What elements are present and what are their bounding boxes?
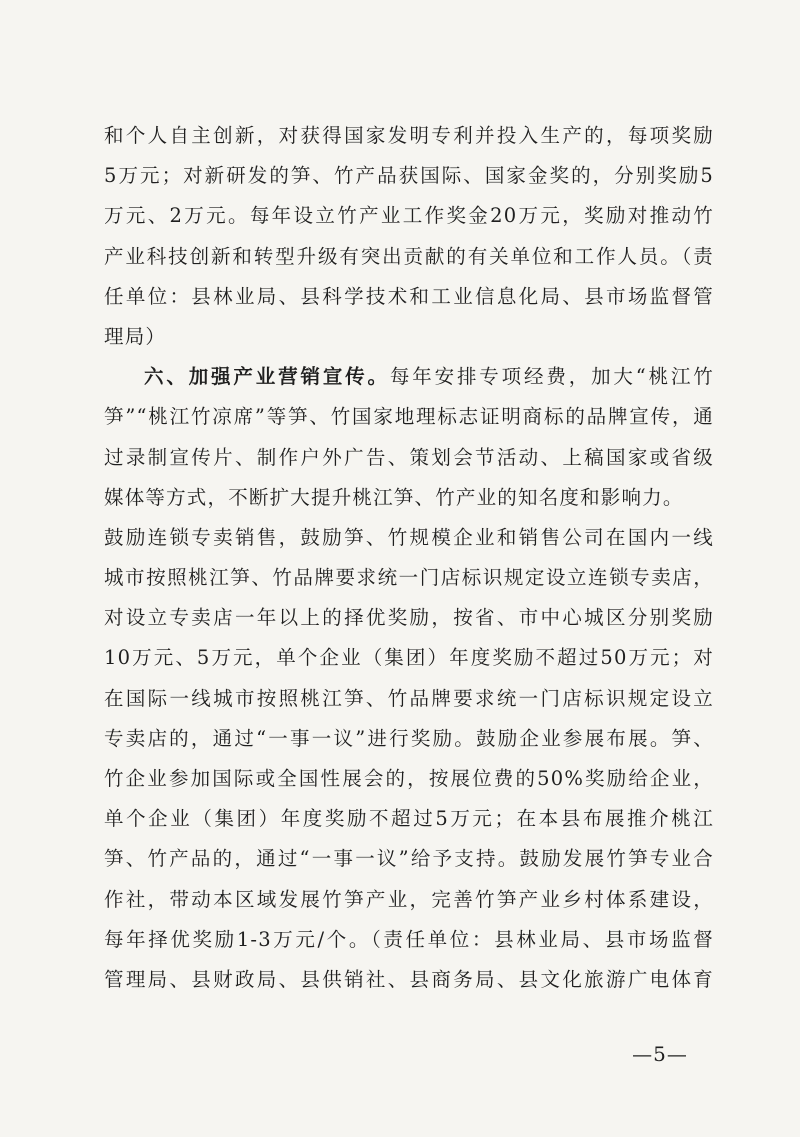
text-line: 产业科技创新和转型升级有突出贡献的有关单位和工作人员。（责 [104, 244, 714, 268]
text-line: 在国际一线城市按照桃江笋、竹品牌要求统一门店标识规定设立 [104, 686, 714, 710]
section-six-first-line [104, 357, 714, 397]
text-line: 和个人自主创新，对获得国家发明专利并投入生产的，每项奖励 [104, 124, 714, 147]
page-number: —5— [632, 1042, 688, 1066]
text-line: 10万元、5万元，单个企业（集团）年度奖励不超过50万元；对 [104, 646, 714, 670]
text-line: 媒体等方式，不断扩大提升桃江笋、竹产业的知名度和影响力。 [104, 485, 684, 509]
text-line: 理局） [104, 324, 167, 348]
text-line: 5万元；对新研发的笋、竹产品获国际、国家金奖的，分别奖励5 [104, 164, 714, 188]
text-line: 城市按照桃江笋、竹品牌要求统一门店标识规定设立连锁专卖店， [104, 566, 714, 590]
text-line: 任单位：县林业局、县科学技术和工业信息化局、县市场监督管 [104, 284, 714, 308]
text-line: 单个企业（集团）年度奖励不超过5万元；在本县布展推介桃江 [104, 807, 714, 831]
section-six-first-line-rest: 每年安排专项经费，加大“桃江竹 [389, 365, 714, 389]
text-line: 对设立专卖店一年以上的择优奖励，按省、市中心城区分别奖励 [104, 606, 714, 630]
text-line: 过录制宣传片、制作户外广告、策划会节活动、上稿国家或省级 [104, 445, 714, 469]
text-line: 万元、2万元。每年设立竹产业工作奖金20万元，奖励对推动竹 [104, 204, 714, 228]
text-line: 专卖店的，通过“一事一议”进行奖励。鼓励企业参展布展。笋、 [104, 726, 714, 750]
text-line: 作社，带动本区域发展竹笋产业，完善竹笋产业乡村体系建设， [104, 887, 714, 911]
section-six-heading: 六、加强产业营销宣传。 [144, 365, 390, 389]
text-line: 笋、竹产品的，通过“一事一议”给予支持。鼓励发展竹笋专业合 [104, 847, 714, 871]
text-line: 管理局、县财政局、县供销社、县商务局、县文化旅游广电体育 [104, 967, 714, 991]
text-line: 笋”“桃江竹凉席”等笋、竹国家地理标志证明商标的品牌宣传，通 [104, 405, 714, 429]
text-line: 鼓励连锁专卖销售，鼓励笋、竹规模企业和销售公司在国内一线 [104, 525, 714, 549]
text-line: 每年择优奖励1-3万元/个。（责任单位：县林业局、县市场监督 [104, 927, 714, 951]
text-line: 竹企业参加国际或全国性展会的，按展位费的50%奖励给企业， [104, 767, 714, 790]
body-text [104, 116, 714, 1000]
